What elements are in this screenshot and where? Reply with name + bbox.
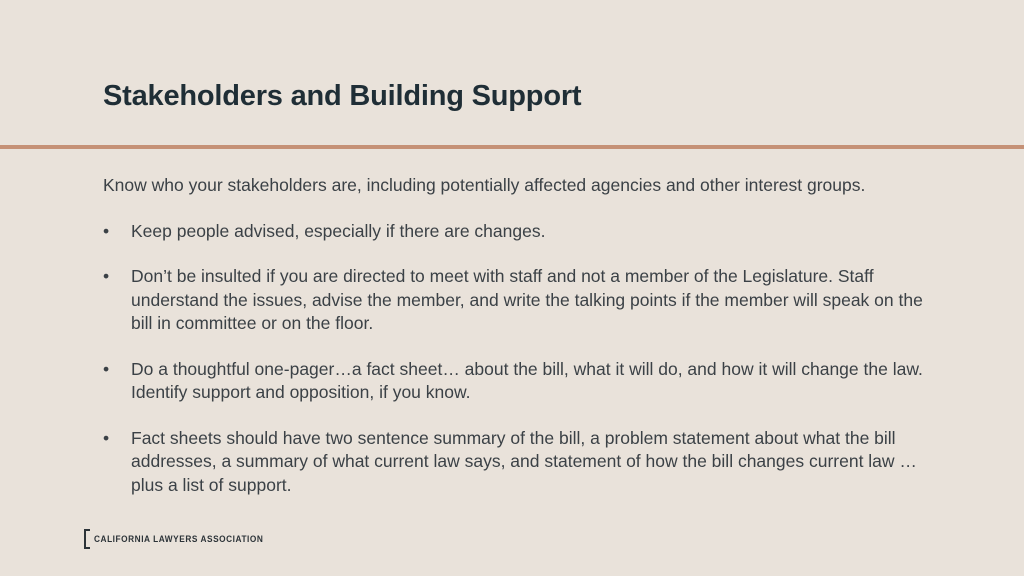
slide-body — [103, 174, 923, 519]
bullet-marker: • — [103, 427, 110, 448]
organization-logo — [84, 528, 278, 550]
slide-title: Stakeholders and Building Support — [103, 80, 582, 112]
bullet-marker: • — [103, 220, 110, 241]
bullet-text: Do a thoughtful one-pager…a fact sheet… about the bill, what it will do, and how it will change the law. Identify support and opposition, if you know. — [131, 358, 923, 402]
bullet-item — [103, 427, 923, 498]
bullet-marker: • — [103, 266, 110, 286]
logo-bracket-icon — [84, 529, 90, 549]
bullet-marker: • — [103, 358, 110, 379]
intro-paragraph: Know who your stakeholders are, including potentially affected agencies and other interest groups. — [103, 175, 866, 195]
bullet-item — [103, 220, 923, 244]
bullet-list — [103, 220, 923, 498]
bullet-text: Keep people advised, especially if there are changes. — [131, 220, 546, 241]
title-divider — [0, 145, 1024, 149]
bullet-item — [103, 358, 923, 405]
bullet-item — [103, 265, 923, 336]
logo-text: CALIFORNIA LAWYERS ASSOCIATION — [94, 534, 264, 544]
bullet-text: Fact sheets should have two sentence summary of the bill, a problem statement about what the bill addresses, a summary of what current law says, and statement of how the bill changes current law …plus a list of support. — [131, 427, 917, 495]
bullet-text: Don’t be insulted if you are directed to meet with staff and not a member of the Legislature. Staff understand the issues, advise the member, and write the talking points if the member will speak on the bill in committee or on the floor. — [131, 266, 923, 333]
